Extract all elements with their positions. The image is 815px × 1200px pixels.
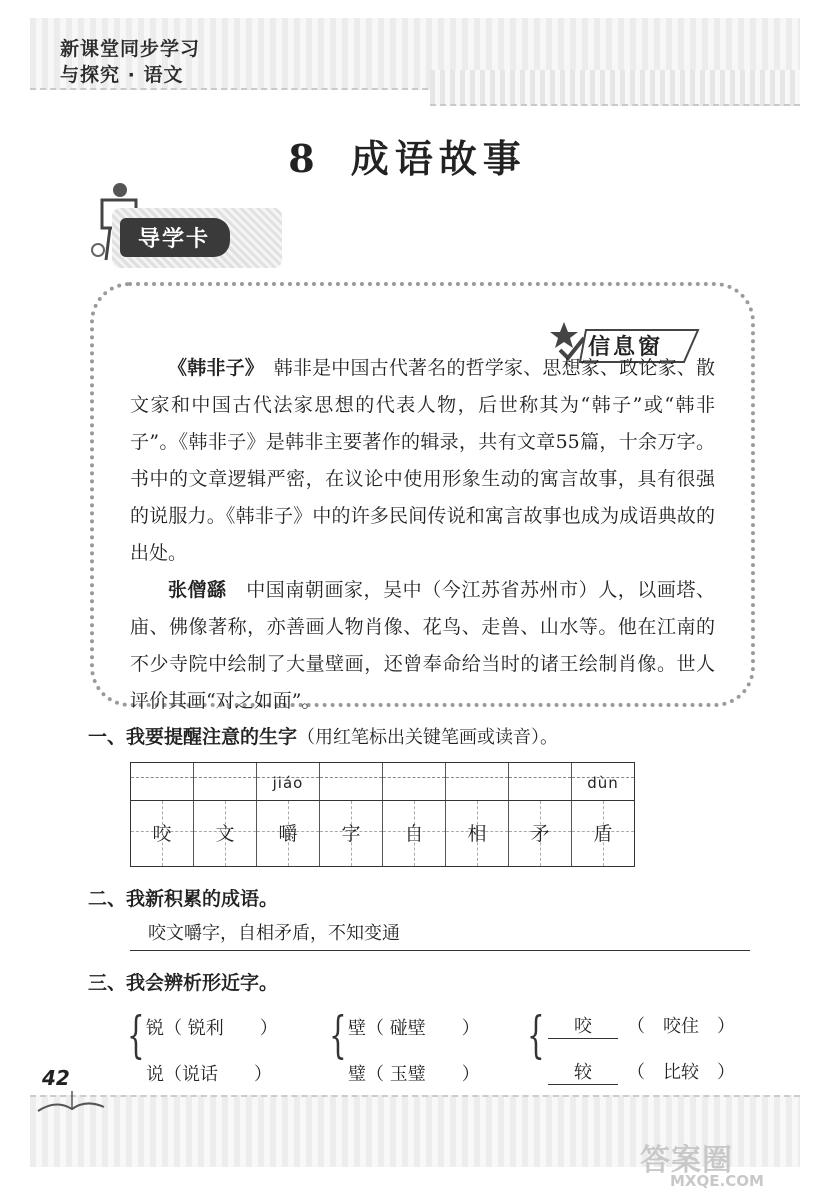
similar-word: 碰壁 xyxy=(389,1018,426,1039)
grid-pinyin: jiáo xyxy=(272,774,304,792)
grid-character: 盾 xyxy=(593,823,613,845)
watermark: 答案圈 xyxy=(640,1143,733,1178)
similar-char-item: 咬 （ 咬住 ） xyxy=(548,1012,735,1039)
info-body-zhangsengyao: 中国南朝画家，吴中（今江苏省苏州市）人，以画塔、庙、佛像著称，亦善画人物肖像、花鸟、走兽、山水等。他在江南的不少寺院中绘制了大量壁画，还曾奉命给当时的诸王绘制肖像。世人评价其画“对之如面”。 xyxy=(130,579,715,712)
similar-char: 璧 xyxy=(348,1064,366,1085)
info-term-hanfeizi: 《韩非子》 xyxy=(168,357,255,379)
watermark-url: MXQE.COM xyxy=(670,1172,764,1190)
section3-heading: 三、我会辨析形近字。 xyxy=(88,972,279,994)
brace-icon: { xyxy=(329,1006,347,1064)
series-title-line2: 与探究 · 语文 xyxy=(60,64,184,86)
answer-underline xyxy=(130,950,750,951)
open-book-icon xyxy=(36,1085,106,1115)
series-title xyxy=(60,36,200,88)
grid-cell xyxy=(194,763,257,866)
idioms-answer: 咬文嚼字，自相矛盾，不知变通 xyxy=(148,923,400,944)
similar-word: 咬住 xyxy=(663,1016,699,1037)
grid-cell xyxy=(320,763,383,866)
brace-icon: { xyxy=(527,1006,545,1064)
lesson-title xyxy=(0,128,815,183)
grid-cell xyxy=(572,763,634,866)
similar-char-item: 锐（ 锐利 ） xyxy=(146,1018,278,1039)
section2-heading: 二、我新积累的成语。 xyxy=(88,888,279,910)
similar-word: 说话 xyxy=(182,1064,218,1085)
similar-char: 说 xyxy=(146,1064,164,1085)
series-title-line1: 新课堂同步学习 xyxy=(60,38,201,60)
similar-char: 咬 xyxy=(548,1012,618,1039)
similar-char: 壁 xyxy=(348,1018,366,1039)
info-window-label: 信息窗 xyxy=(588,335,664,360)
grid-character: 嚼 xyxy=(278,823,298,845)
brace-icon: { xyxy=(127,1006,145,1064)
grid-cell xyxy=(383,763,446,866)
similar-char-item: 说（说话 ） xyxy=(146,1064,272,1085)
grid-character: 咬 xyxy=(152,823,172,845)
info-body-hanfeizi: 韩非是中国古代著名的哲学家、思想家、政论家、散文家和中国古代法家思想的代表人物，后世称其为“韩子”或“韩非子”。《韩非子》是韩非主要著作的辑录，共有文章55篇，十余万字。书中的文章逻辑严密，在议论中使用形象生动的寓言故事，具有很强的说服力。《韩非子》中的许多民间传说和寓言故事也成为成语典故的出处。 xyxy=(130,357,715,564)
guide-card-label: 导学卡 xyxy=(120,218,230,257)
grid-character: 自 xyxy=(404,823,424,845)
grid-cell xyxy=(446,763,509,866)
similar-char: 锐 xyxy=(146,1018,164,1039)
header-banner-tail xyxy=(430,70,800,106)
section1-heading xyxy=(88,722,558,749)
grid-cell xyxy=(131,763,194,866)
similar-char-item: 壁（ 碰壁 ） xyxy=(348,1018,480,1039)
lesson-number: 8 xyxy=(288,136,321,181)
similar-word: 锐利 xyxy=(187,1018,224,1039)
info-window-text xyxy=(130,350,715,720)
grid-character: 文 xyxy=(215,823,235,845)
info-paragraph-zhangsengyao xyxy=(130,572,715,720)
info-term-zhangsengyao: 张僧繇 xyxy=(168,579,227,601)
similar-char-item: 璧（ 玉璧 ） xyxy=(348,1064,480,1085)
grid-pinyin: dùn xyxy=(587,774,619,792)
page-number: 42 xyxy=(42,1066,70,1090)
section1-title: 一、我要提醒注意的生字 xyxy=(88,726,298,748)
section1-note: （用红笔标出关键笔画或读音）。 xyxy=(297,727,559,748)
similar-word: 玉璧 xyxy=(389,1064,426,1085)
grid-character: 相 xyxy=(467,823,487,845)
lesson-name: 成语故事 xyxy=(350,137,527,181)
character-grid xyxy=(130,762,635,867)
grid-character: 字 xyxy=(341,823,361,845)
similar-word: 比较 xyxy=(663,1062,699,1083)
grid-pinyin-separator xyxy=(130,800,635,801)
grid-cell xyxy=(509,763,572,866)
info-paragraph-hanfeizi xyxy=(130,350,715,572)
grid-character: 矛 xyxy=(530,823,550,845)
grid-cell xyxy=(257,763,320,866)
similar-char-item: 较 （ 比较 ） xyxy=(548,1058,735,1085)
similar-char: 较 xyxy=(548,1058,618,1085)
